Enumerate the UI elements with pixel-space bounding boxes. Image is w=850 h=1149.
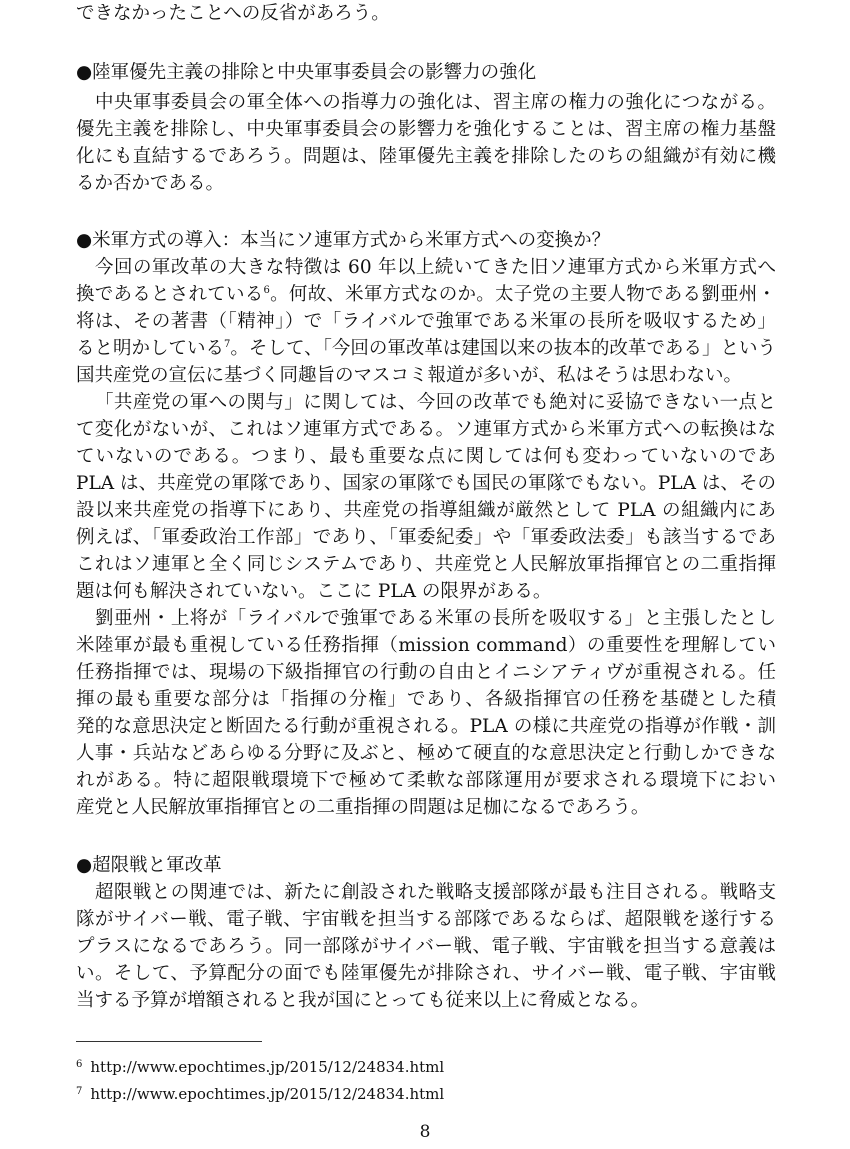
body-line: 今回の軍改革の大きな特徴は 60 年以上続いてきた旧ソ連軍方式から米軍方式へ [95, 257, 776, 278]
footnote-7 [76, 1083, 444, 1101]
body-line: 例えば、「軍委政治工作部」であり、「軍委紀委」や「軍委政法委」も該当するであ [76, 527, 776, 548]
body-line: ていないのである。つまり、最も重要な点に関しては何も変わっていないのであ [76, 446, 776, 467]
body-line: るか否かである。 [76, 173, 225, 194]
page-number: 8 [419, 1122, 431, 1142]
body-line: 揮の最も重要な部分は「指揮の分権」であり、各級指揮官の任務を基礎とした積 [76, 689, 776, 710]
body-line: 将は、その著書（「精神」）で「ライバルで強軍である米軍の長所を吸収するため」 [76, 311, 776, 332]
body-line [76, 337, 776, 361]
footnote-link[interactable]: http://www.epochtimes.jp/2015/12/24834.html [90, 1085, 445, 1103]
body-line: 当する予算が増額されると我が国にとっても従来以上に脅威となる。 [76, 990, 650, 1011]
body-line: 化にも直結するであろう。問題は、陸軍優先主義を排除したのちの組織が有効に機 [76, 146, 776, 167]
body-line: これはソ連軍と全く同じシステムであり、共産党と人民解放軍指揮官との二重指揮 [76, 554, 776, 575]
body-text: 。そして、「今回の軍改革は建国以来の抜本的改革である」という [230, 338, 776, 359]
body-text: ると明かしている [76, 338, 225, 359]
body-line: て変化がないが、これはソ連軍方式である。ソ連軍方式から米軍方式への転換はな [76, 419, 776, 440]
body-line: れがある。特に超限戦環境下で極めて柔軟な部隊運用が要求される環境下におい [76, 770, 776, 791]
body-line: 国共産党の宣伝に基づく同趣旨のマスコミ報道が多いが、私はそうは思わない。 [76, 365, 743, 386]
footnote-ref-7[interactable]: 7 [224, 339, 231, 350]
body-line: 人事・兵站などあらゆる分野に及ぶと、極めて硬直的な意思決定と行動しかできな [76, 743, 776, 764]
body-text: 。何故、米軍方式なのか。太子党の主要人物である劉亜州・ [269, 284, 776, 305]
body-line: 隊がサイバー戦、電子戦、宇宙戦を担当する部隊であるならば、超限戦を遂行する [76, 909, 776, 930]
body-text: 換であるとされている [76, 284, 264, 305]
continuation-line: できなかったことへの反省があろう。 [76, 3, 390, 24]
body-line: PLA は、共産党の軍隊であり、国家の軍隊でも国民の軍隊でもない。PLA は、その [76, 473, 776, 494]
footnote-number: 7 [76, 1086, 83, 1097]
body-line: 題は何も解決されていない。ここに PLA の限界がある。 [76, 581, 552, 602]
footnote-6 [76, 1056, 444, 1074]
body-line: 産党と人民解放軍指揮官との二重指揮の問題は足枷になるであろう。 [76, 797, 650, 818]
body-line: プラスになるであろう。同一部隊がサイバー戦、電子戦、宇宙戦を担当する意義は [76, 936, 776, 957]
footnote-ref-6[interactable]: 6 [263, 285, 270, 296]
body-line: 発的な意思決定と断固たる行動が重視される。PLA の様に共産党の指導が作戦・訓 [76, 716, 776, 737]
section-heading-us-style: ●米軍方式の導入：本当にソ連軍方式から米軍方式への変換か？ [76, 230, 611, 251]
section-heading-army-priority: ●陸軍優先主義の排除と中央軍事委員会の影響力の強化 [76, 62, 537, 83]
body-line [76, 283, 776, 307]
section-heading-unrestricted-warfare: ●超限戦と軍改革 [76, 855, 222, 876]
footnote-divider [76, 1041, 262, 1042]
body-line: 任務指揮では、現場の下級指揮官の行動の自由とイニシアティヴが重視される。任 [76, 662, 776, 683]
body-line: 「共産党の軍への関与」に関しては、今回の改革でも絶対に妥協できない一点と [95, 392, 776, 413]
footnote-number: 6 [76, 1059, 83, 1070]
body-line: 超限戦との関連では、新たに創設された戦略支援部隊が最も注目される。戦略支 [95, 882, 776, 903]
body-line: 米陸軍が最も重視している任務指揮（mission command）の重要性を理解してい [76, 635, 776, 656]
body-line: い。そして、予算配分の面でも陸軍優先が排除され、サイバー戦、電子戦、宇宙戦 [76, 963, 776, 984]
body-line: 優先主義を排除し、中央軍事委員会の影響力を強化することは、習主席の権力基盤 [76, 119, 776, 140]
footnote-link[interactable]: http://www.epochtimes.jp/2015/12/24834.html [90, 1058, 445, 1076]
body-line: 劉亜州・上将が「ライバルで強軍である米軍の長所を吸収する」と主張したとし [95, 608, 776, 629]
body-line: 中央軍事委員会の軍全体への指導力の強化は、習主席の権力の強化につながる。 [95, 92, 776, 113]
body-line: 設以来共産党の指導下にあり、共産党の指導組織が厳然として PLA の組織内にあ [76, 500, 776, 521]
